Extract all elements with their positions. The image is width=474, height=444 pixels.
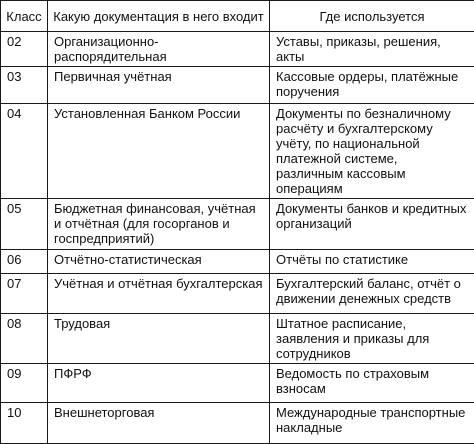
class-cell: 09 <box>1 364 48 403</box>
kind-cell: Организационно-распорядительная <box>48 32 270 67</box>
class-cell: 05 <box>1 199 48 250</box>
kind-cell: Первичная учётная <box>48 67 270 104</box>
use-cell: Уставы, приказы, решения, акты <box>270 32 474 67</box>
table-row <box>1 199 474 250</box>
use-cell: Бухгалтерский баланс, отчёт о движении денежных средств <box>270 274 474 314</box>
header-kind: Какую документация в него входит <box>48 1 270 32</box>
kind-cell: Бюджетная финансовая, учётная и отчётная (для госорганов и госпредприятий) <box>48 199 270 250</box>
table-row <box>1 403 474 444</box>
class-cell: 02 <box>1 32 48 67</box>
kind-cell: Трудовая <box>48 314 270 364</box>
table-row <box>1 364 474 403</box>
header-class: Класс <box>1 1 48 32</box>
class-cell: 03 <box>1 67 48 104</box>
kind-cell: Установленная Банком России <box>48 104 270 199</box>
use-cell: Документы по безналичному расчёту и бухгалтерскому учёту, по национальной платежной системе, различным кассовым операциям <box>270 104 474 199</box>
class-cell: 08 <box>1 314 48 364</box>
kind-cell: Учётная и отчётная бухгалтерская <box>48 274 270 314</box>
table-row <box>1 104 474 199</box>
class-cell: 04 <box>1 104 48 199</box>
table-row <box>1 67 474 104</box>
table-row <box>1 32 474 67</box>
class-cell: 06 <box>1 250 48 274</box>
use-cell: Отчёты по статистике <box>270 250 474 274</box>
kind-cell: Отчётно-статистическая <box>48 250 270 274</box>
table-row <box>1 274 474 314</box>
use-cell: Международные транспортные накладные <box>270 403 474 444</box>
class-cell: 10 <box>1 403 48 444</box>
table-row <box>1 314 474 364</box>
use-cell: Кассовые ордеры, платёжные поручения <box>270 67 474 104</box>
use-cell: Штатное расписание, заявления и приказы для сотрудников <box>270 314 474 364</box>
table-row <box>1 250 474 274</box>
kind-cell: Внешнеторговая <box>48 403 270 444</box>
header-use: Где используется <box>270 1 474 32</box>
use-cell: Документы банков и кредитных организаций <box>270 199 474 250</box>
use-cell: Ведомость по страховым взносам <box>270 364 474 403</box>
kind-cell: ПФРФ <box>48 364 270 403</box>
table-header-row <box>1 1 474 32</box>
class-cell: 07 <box>1 274 48 314</box>
